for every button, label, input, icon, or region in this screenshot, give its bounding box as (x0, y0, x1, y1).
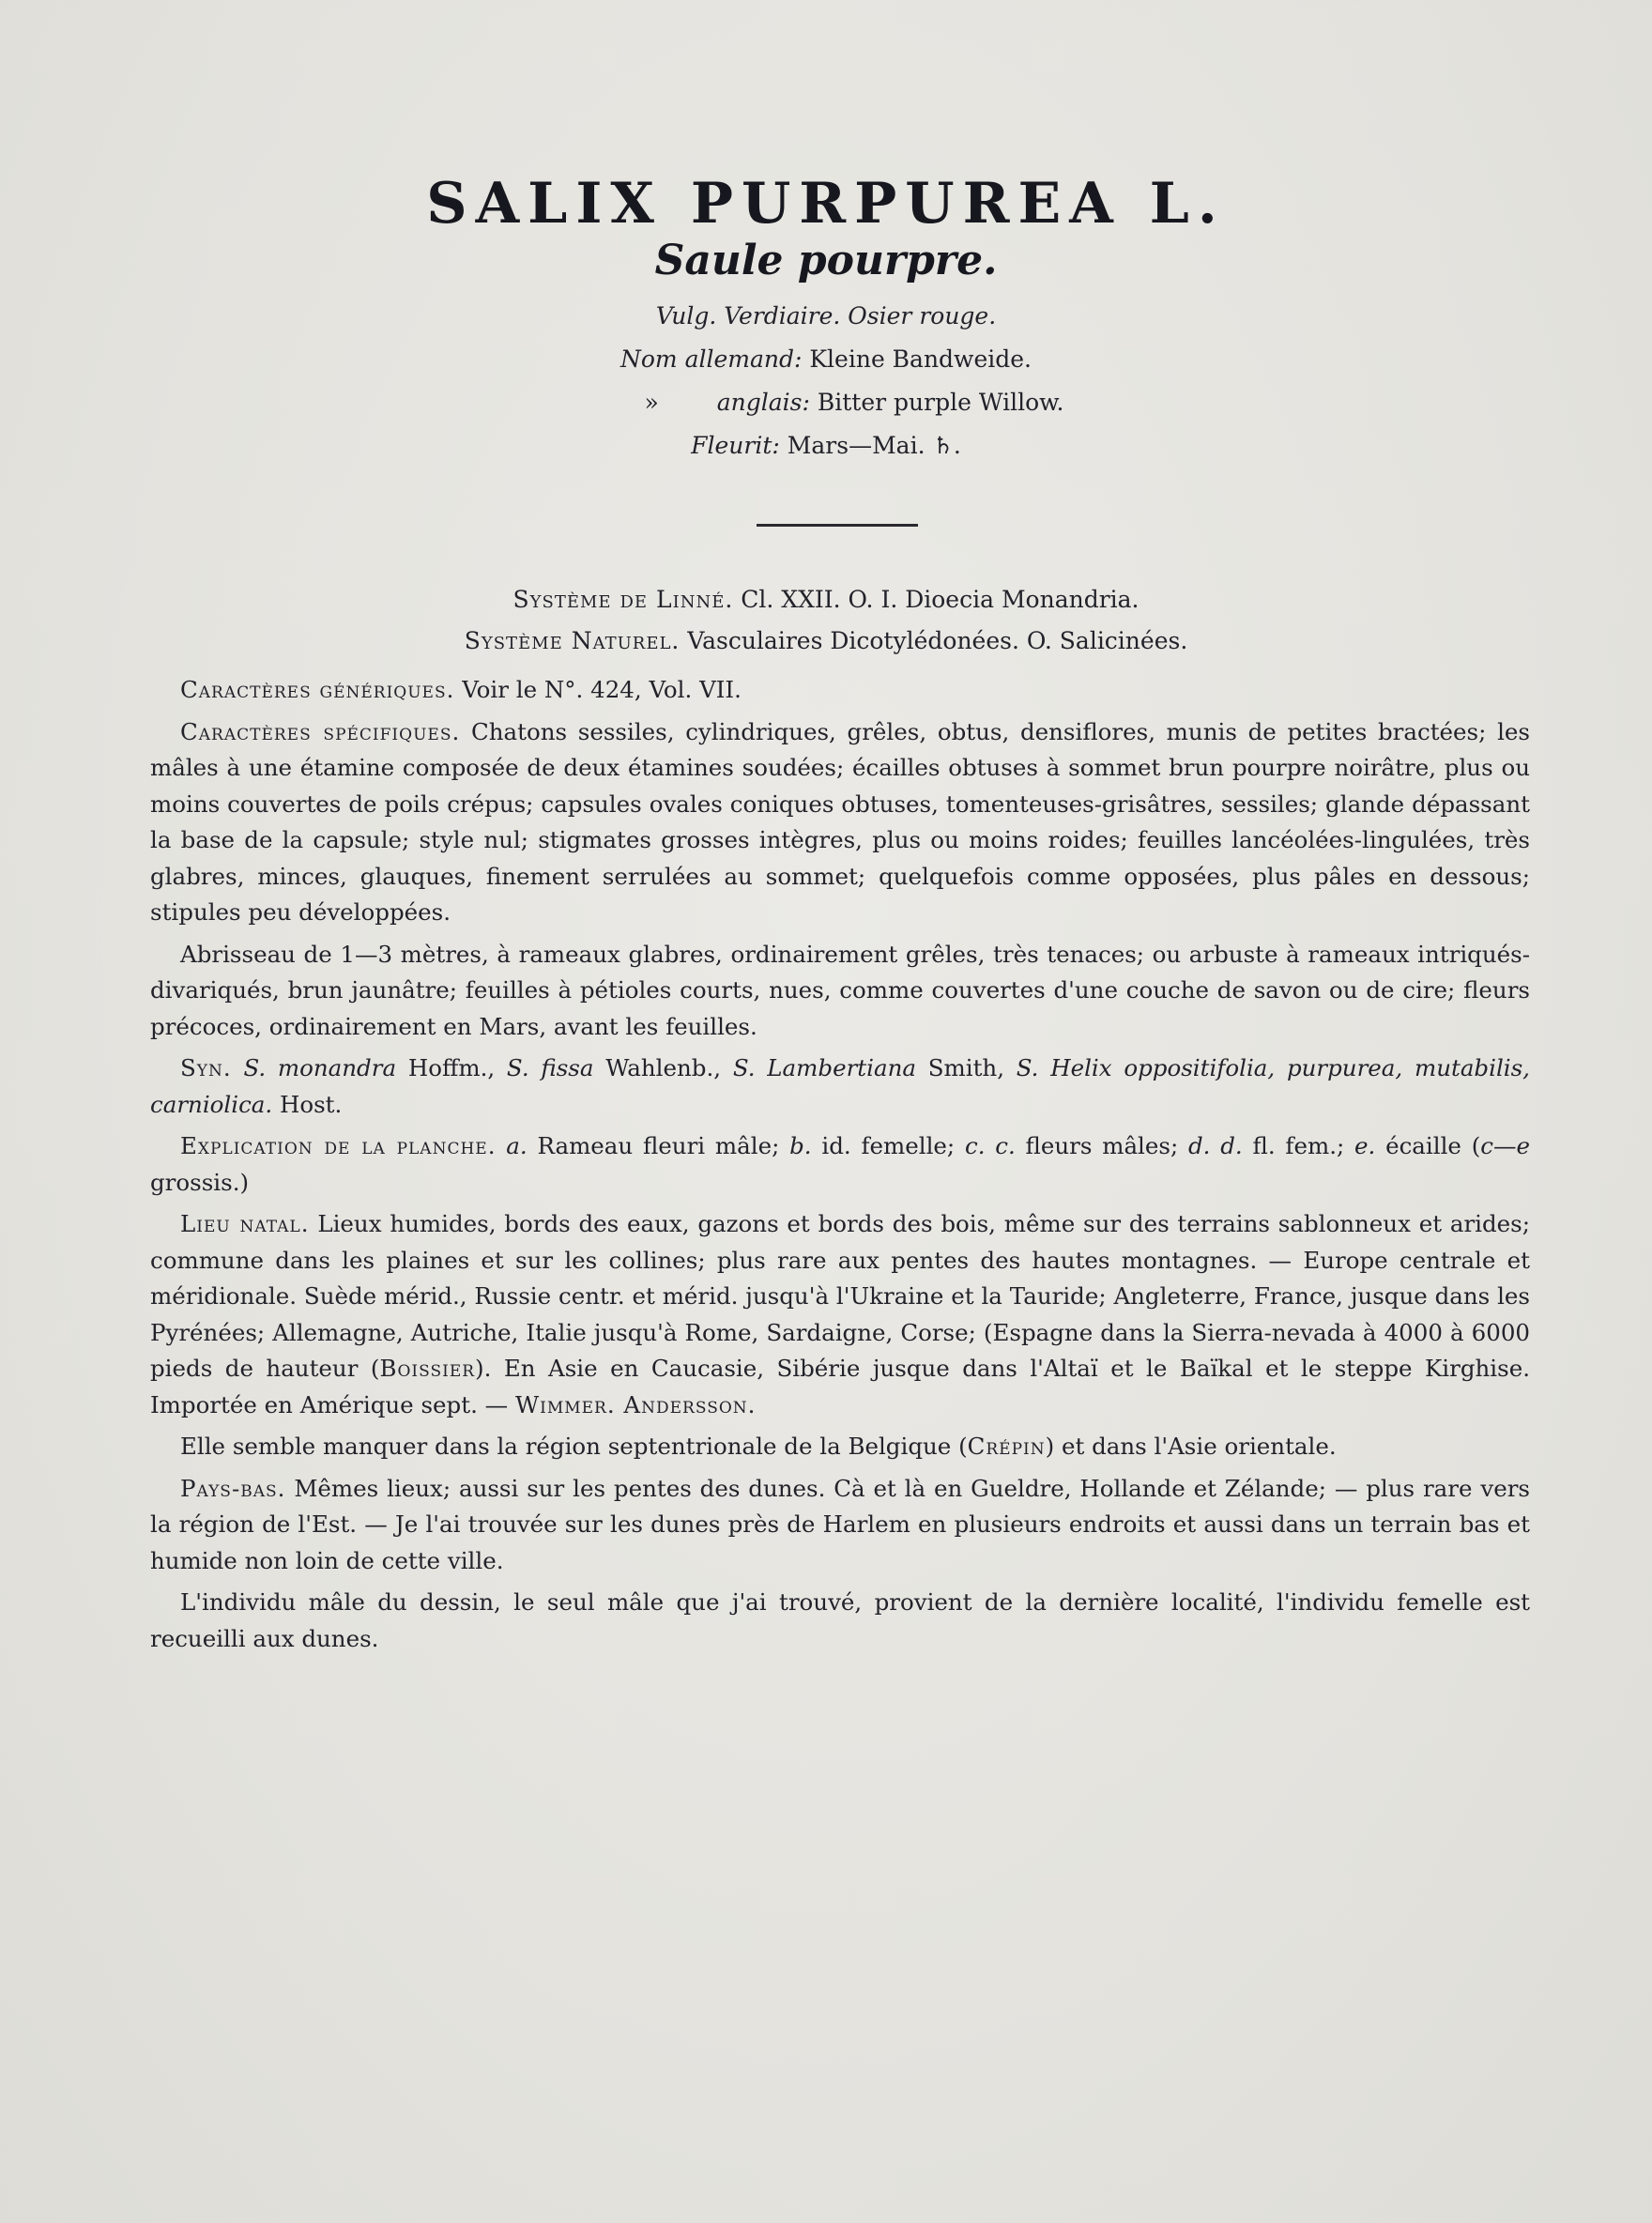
synonym-3: S. Lambertiana (732, 1054, 916, 1081)
specimen-paragraph (150, 1585, 1530, 1657)
natural-system-value: Vasculaires Dicotylédonées. O. Salicinées. (687, 627, 1188, 654)
page-subtitle: Saule pourpre. (654, 237, 998, 284)
linnaean-system-label: Système de Linné. (512, 586, 734, 613)
section-divider (757, 524, 918, 527)
plate-explanation-label: Explication de la planche. (180, 1132, 497, 1159)
english-name-line (28, 389, 1652, 416)
native-habitat-paragraph (150, 1206, 1530, 1423)
synonym-author-4: Host. (272, 1090, 343, 1118)
synonyms-paragraph (150, 1050, 1530, 1123)
generic-characters-text: Voir le N°. 424, Vol. VII. (462, 676, 742, 703)
plate-text-ce: grossis.) (150, 1168, 250, 1196)
synonym-author-3: Smith, (915, 1054, 1017, 1081)
specimen-text: L'individu mâle du dessin, le seul mâle que j'ai trouvé, provient de la dernière localité, l'individu femelle est recueilli aux dunes. (150, 1588, 1530, 1652)
plate-key-a: a. (506, 1132, 528, 1159)
plate-key-c: c. c. (964, 1132, 1016, 1159)
plate-key-b: b. (789, 1132, 812, 1159)
german-name-label: Nom allemand: (620, 345, 803, 373)
citation-boissier: Boissier (379, 1355, 476, 1382)
plate-text-a: Rameau fleuri mâle; (527, 1132, 790, 1159)
specific-characters-text: Chatons sessiles, cylindriques, grêles, obtus, densiflores, munis de petites bractées; les mâles à une étamine composée de deux étamines soudées; écailles obtuses à sommet brun pourpre noirâtre, plus ou moins couvertes de poils crépus; capsules ovales coniques obtuses, tomenteuses-grisâtres, sessiles; glande dépassant la base de la capsule; style nul; stigmates grosses intègres, plus ou moins roides; feuilles lancéolées-lingulées, très glabres, minces, glauques, finement serrulées au sommet; quelquefois comme opposées, plus pâles en dessous; stipules peu développées. (150, 717, 1530, 926)
native-habitat-text-2: ). En Asie en Caucasie, Sibérie jusque dans l'Altaï et le Baïkal et le steppe Kirghise. Importée en Amérique sept. — (150, 1355, 1530, 1418)
netherlands-paragraph (150, 1471, 1530, 1580)
synonym-4: S. Helix oppositifolia, purpurea, mutabilis, carniolica. (150, 1054, 1530, 1118)
natural-system-label: Système Naturel. (464, 627, 681, 654)
plate-explanation-paragraph (150, 1128, 1530, 1201)
synonym-author-2: Wahlenb., (593, 1054, 733, 1081)
ditto-mark: » (644, 389, 659, 416)
specific-characters-paragraph (150, 714, 1530, 931)
plate-key-e: e. (1354, 1132, 1376, 1159)
linnaean-system-line (0, 586, 1652, 613)
generic-characters-label: Caractères génériques. (180, 676, 455, 703)
plate-text-b: id. femelle; (811, 1132, 965, 1159)
page-title: SALIX PURPUREA L. (426, 171, 1226, 237)
belgium-paragraph (150, 1429, 1530, 1465)
synonym-author-1: Hoffm., (396, 1054, 507, 1081)
linnaean-system-value: Cl. XXII. O. I. Dioecia Monandria. (741, 586, 1140, 613)
native-habitat-text: Lieux humides, bords des eaux, gazons et bords des bois, même sur des terrains sablonneux et arides; commune dans les plaines et sur les collines; plus rare aux pentes des hautes montagnes. — Europe centrale et méridionale. Suède mérid., Russie centr. et mérid. jusqu'à l'Ukraine et la Tauride; Angleterre, France, jusque dans les Pyrénées; Allemagne, Autriche, Italie jusqu'à Rome, Sardaigne, Corse; (Espagne dans la Sierra-nevada à 4000 à 6000 pieds de hauteur ( (150, 1210, 1531, 1382)
english-name-value: Bitter purple Willow. (817, 389, 1064, 416)
plate-text-e: écaille ( (1375, 1132, 1481, 1159)
description-body (150, 672, 1530, 1663)
shrub-description-text: Abrisseau de 1—3 mètres, à rameaux glabres, ordinairement grêles, très tenaces; ou arbuste à rameaux intriqués-divariqués, brun jaunâtre; feuilles à pétioles courts, nues, comme couvertes d'une couche de savon ou de cire; fleurs précoces, ordinairement en Mars, avant les feuilles. (150, 940, 1530, 1040)
belgium-text-2: ) et dans l'Asie orientale. (1045, 1433, 1337, 1460)
english-name-label: anglais: (716, 389, 810, 416)
synonym-2: S. fissa (506, 1054, 594, 1081)
german-name-value: Kleine Bandweide. (809, 345, 1032, 373)
plate-text-d: fl. fem.; (1242, 1132, 1355, 1159)
plate-key-d: d. d. (1188, 1132, 1243, 1159)
synonym-1: S. monandra (243, 1054, 397, 1081)
generic-characters-paragraph (150, 672, 1530, 709)
flowering-line (0, 432, 1652, 459)
netherlands-text: Mêmes lieux; aussi sur les pentes des dunes. Cà et là en Gueldre, Hollande et Zélande; — plus rare vers la région de l'Est. — Je l'ai trouvée sur les dunes près de Harlem en plusieurs endroits et aussi dans un terrain bas et humide non loin de cette ville. (150, 1474, 1530, 1574)
vulgar-names-text: Vulg. Verdiaire. Osier rouge. (655, 302, 997, 330)
netherlands-label: Pays-bas. (180, 1474, 286, 1502)
citation-crepin: Crépin (967, 1433, 1046, 1460)
specific-characters-label: Caractères spécifiques. (180, 717, 461, 745)
plate-text-c: fleurs mâles; (1015, 1132, 1188, 1159)
flowering-label: Fleurit: (691, 432, 780, 459)
synonyms-label: Syn. (180, 1054, 232, 1081)
shrub-description-paragraph (150, 937, 1530, 1046)
flowering-value: Mars—Mai. ♄. (787, 432, 961, 459)
vulgar-names (0, 302, 1652, 330)
citation-wimmer-andersson: Wimmer. Andersson. (514, 1390, 757, 1418)
german-name-line (0, 345, 1652, 373)
belgium-text: Elle semble manquer dans la région septentrionale de la Belgique ( (180, 1433, 968, 1460)
natural-system-line (0, 627, 1652, 654)
plate-key-ce: c—e (1480, 1132, 1530, 1159)
native-habitat-label: Lieu natal. (180, 1210, 310, 1237)
